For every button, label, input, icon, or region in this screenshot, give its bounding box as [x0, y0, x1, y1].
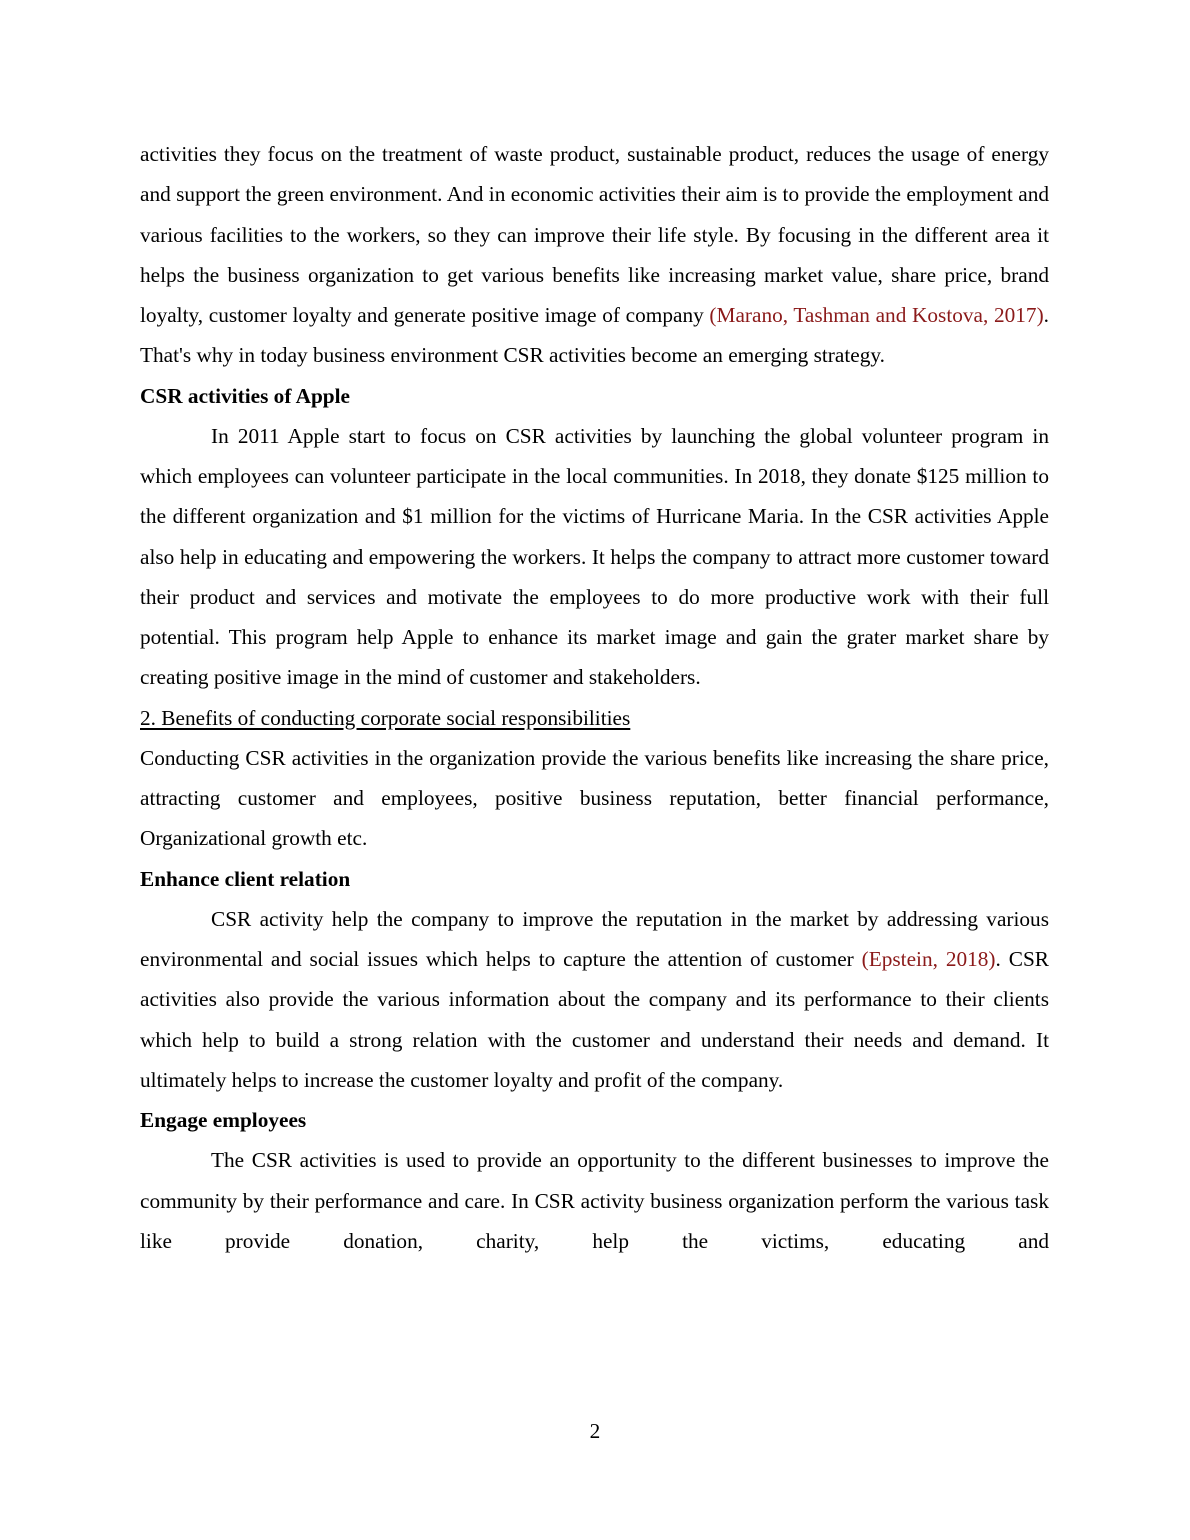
paragraph-text: . That's why in today business environment CSR activities become an emerging strategy. — [140, 303, 1049, 368]
paragraph-engage-employees: The CSR activities is used to provide an opportunity to the different businesses to improve the community by their performance and care. In CSR activity business organization perform the various task like provide donation, charity, help the victims, educating and — [140, 1148, 1049, 1253]
paragraph-environmental-economic — [140, 134, 1049, 376]
page-number: 2 — [589, 1419, 601, 1443]
paragraph-benefits-intro: Conducting CSR activities in the organization provide the various benefits like increasing the share price, attracting customer and employees, positive business reputation, better financial performance, Organizational growth etc. — [140, 745, 1049, 851]
heading-enhance-client-relation: Enhance client relation — [140, 866, 351, 891]
heading-csr-activities-apple: CSR activities of Apple — [140, 383, 351, 408]
paragraph-text: CSR activity help the company to improve the reputation in the market by addressing various environmental and social issues which helps to capture the attention of customer — [140, 906, 1049, 971]
section-heading-benefits: 2. Benefits of conducting corporate social responsibilities — [140, 705, 631, 730]
document-body — [140, 134, 1049, 1261]
citation-marano-2017: (Marano, Tashman and Kostova, 2017) — [709, 303, 1044, 327]
paragraph-client-relation — [140, 899, 1049, 1100]
heading-engage-employees: Engage employees — [140, 1108, 307, 1132]
paragraph-text: activities they focus on the treatment of waste product, sustainable product, reduces the usage of energy and support the green environment. And in economic activities their aim is to provide the employment and various facilities to the workers, so they can improve their life style. By focusing in the different area it helps the business organization to get various benefits like increasing market value, share price, brand loyalty, customer loyalty and generate positive image of company — [140, 142, 1049, 327]
paragraph-apple-csr: In 2011 Apple start to focus on CSR activities by launching the global volunteer program in which employees can volunteer participate in the local communities. In 2018, they donate $125 million to the different organization and $1 million for the victims of Hurricane Maria. In the CSR activities Apple also help in educating and empowering the workers. It helps the company to attract more customer toward their product and services and motivate the employees to do more productive work with their full potential. This program help Apple to enhance its market image and gain the grater market share by creating positive image in the mind of customer and stakeholders. — [140, 423, 1049, 690]
citation-epstein-2018: (Epstein, 2018) — [861, 947, 996, 971]
paragraph-text: . CSR activities also provide the various information about the company and its performance to their clients which help to build a strong relation with the customer and understand their needs and demand. It ultimately helps to increase the customer loyalty and profit of the company. — [140, 947, 1050, 1092]
